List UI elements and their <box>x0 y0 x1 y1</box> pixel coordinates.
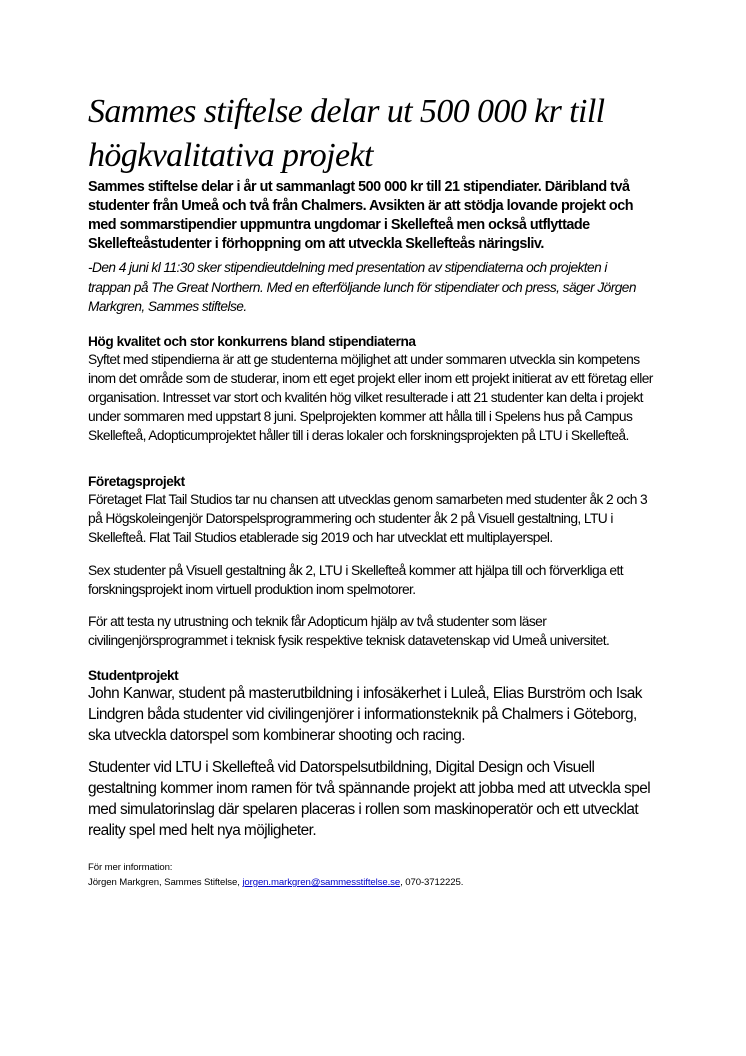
lead-paragraph: Sammes stiftelse delar i år ut sammanlagt 500 000 kr till 21 stipendiater. Däribland två studenter från Umeå och två från Chalmers. Avsikten är att stödja lovande projekt och med sommarstipendier uppmuntra ungdomar i Skellefteå men också utflyttade Skellefteåstudenter i förhoppning om att utveckla Skellefteås näringsliv. <box>88 179 634 252</box>
company-paragraph-1: Företaget Flat Tail Studios tar nu chansen att utvecklas genom samarbeten med studenter åk 2 och 3 på Högskoleingenjör Datorspelsprogrammering och studenter åk 2 på Visuell gestaltning, LTU i Skellefteå. Flat Tail Studios etablerade sig 2019 och har utvecklat ett multiplayerspel. <box>88 492 648 545</box>
contact-name: Jörgen Markgren, Sammes Stiftelse, <box>88 877 240 888</box>
company-paragraph-3: För att testa ny utrustning och teknik får Adopticum hjälp av två studenter som läser civilingenjörsprogrammet i teknisk fysik respektive teknisk datavetenskap vid Umeå universitet. <box>88 614 610 648</box>
contact-line <box>88 875 463 890</box>
student-paragraph-1: John Kanwar, student på masterutbildning i infosäkerhet i Luleå, Elias Burström och Isak Lindgren båda studenter vid civilingenjörer i informationsteknik på Chalmers i Göteborg, ska utveckla datorspel som kombinerar shooting och racing. <box>88 685 642 744</box>
contact-email-link[interactable]: jorgen.markgren@sammesstiftelse.se <box>242 877 401 888</box>
section-heading-student-projects: Studentprojekt <box>88 668 179 683</box>
press-release <box>88 90 660 888</box>
company-paragraph-2: Sex studenter på Visuell gestaltning åk 2, LTU i Skellefteå kommer att hjälpa till och förverkliga ett forskningsprojekt inom virtuell produktion inom spelmotorer. <box>88 563 623 597</box>
section-heading-quality: Hög kvalitet och stor konkurrens bland stipendiaterna <box>88 334 416 349</box>
contact-label: För mer information: <box>88 862 173 873</box>
contact-phone: , 070-3712225. <box>400 877 464 888</box>
student-paragraph-2: Studenter vid LTU i Skellefteå vid Datorspelsutbildning, Digital Design och Visuell gestaltning kommer inom ramen för två spännande projekt att jobba med att utveckla spel med simulatorinslag där spelaren placeras i rollen som maskinoperatör och ett utvecklat reality spel med helt nya möjligheter. <box>88 759 651 839</box>
section-body-quality: Syftet med stipendierna är att ge studenterna möjlighet att under sommaren utveckla sin kompetens inom det område som de studerar, inom ett eget projekt eller inom ett projekt initierat av ett företag eller organisation. Intresset var stort och kvalitén hög vilket resulterade i att 21 studenter kan delta i projekt under sommaren med uppstart 8 juni. Spelprojekten kommer att hålla till i Spelens hus på Campus Skellefteå, Adopticumprojektet håller till i deras lokaler och forskningsprojekten på LTU i Skellefteå. <box>88 352 653 443</box>
page-title: Sammes stiftelse delar ut 500 000 kr till högkvalitativa projekt <box>88 93 605 174</box>
quote-paragraph: -Den 4 juni kl 11:30 sker stipendieutdelning med presentation av stipendiaterna och projekten i trappan på The Great Northern. Med en efterföljande lunch för stipendiater och press, säger Jörgen Markgren, Sammes stiftelse. <box>88 260 636 314</box>
section-heading-company-projects: Företagsprojekt <box>88 474 185 489</box>
